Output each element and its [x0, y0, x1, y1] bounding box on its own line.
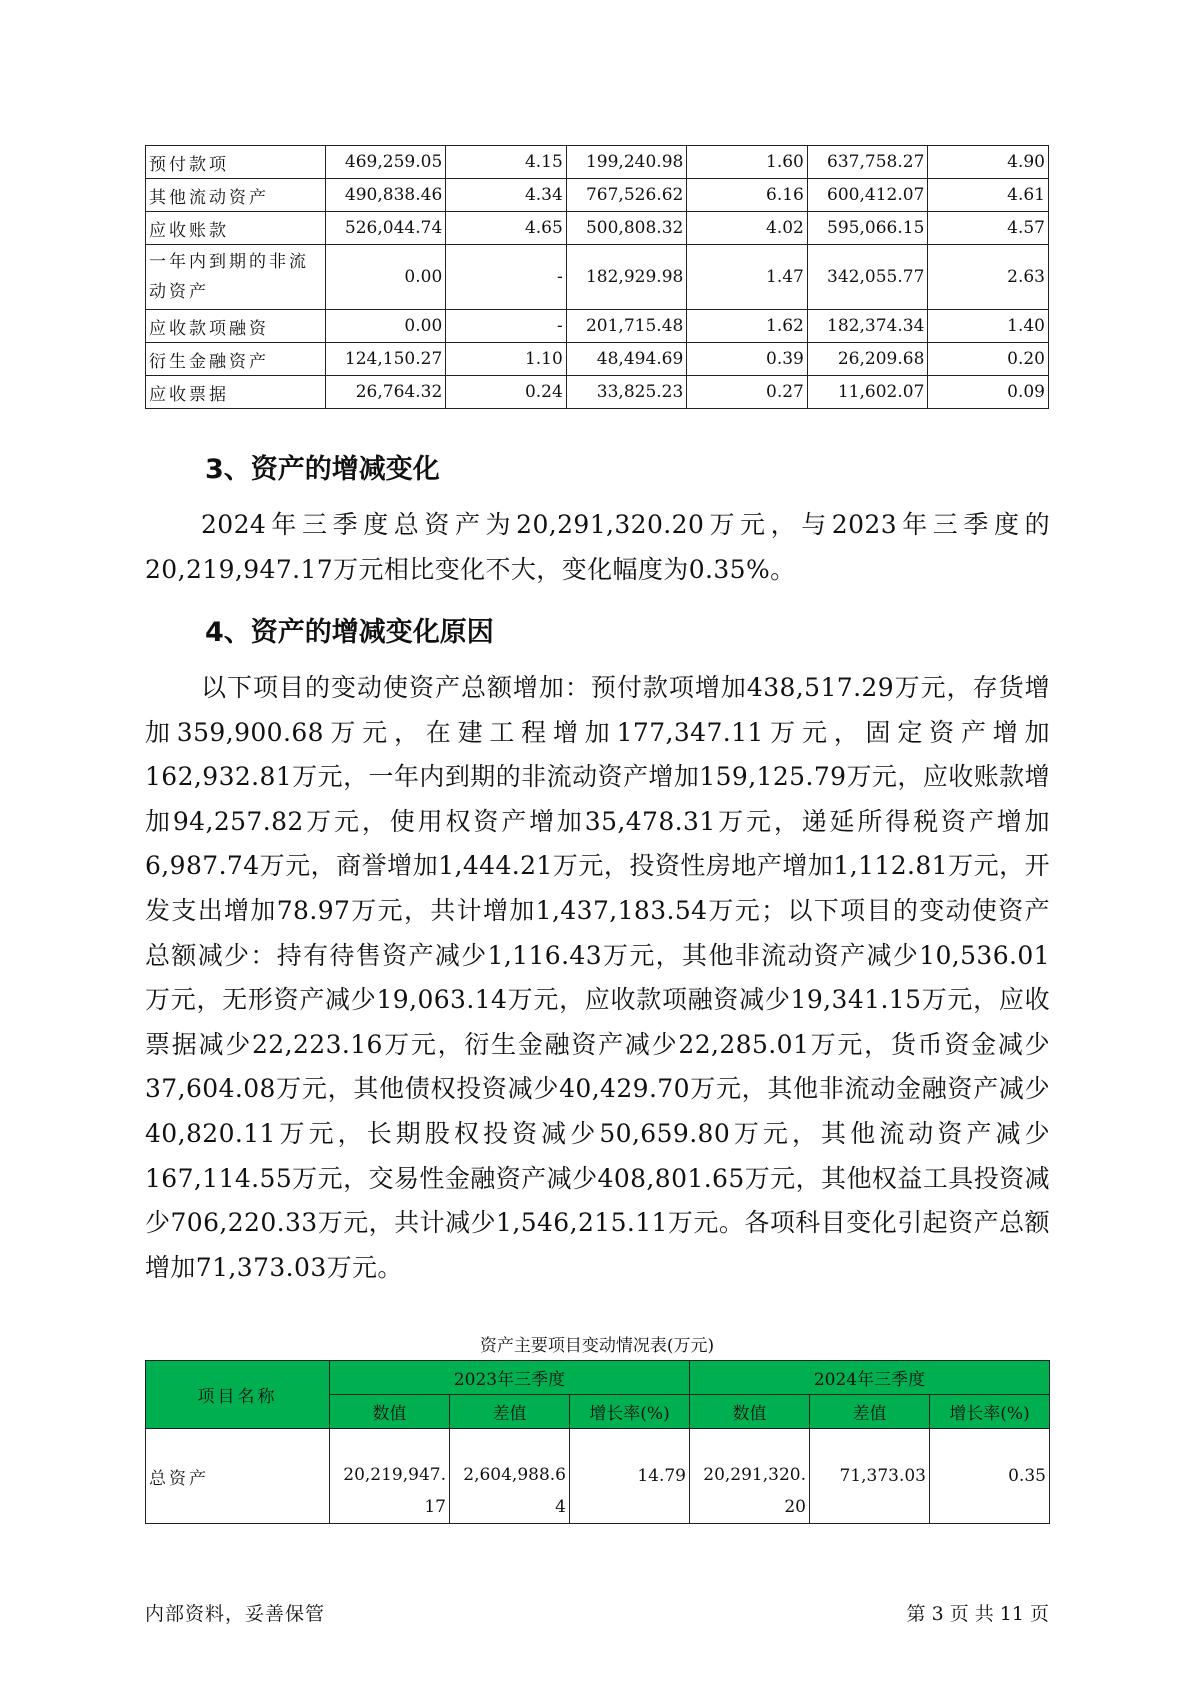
- section-heading: 4、资产的增减变化原因: [205, 617, 494, 648]
- percent-cell: -: [446, 245, 567, 310]
- row-name: 其他流动资产: [146, 179, 326, 212]
- table-row: [146, 146, 1049, 179]
- percent-cell: 0.39: [687, 343, 808, 376]
- value-cell: 48,494.69: [566, 343, 687, 376]
- percent-cell: 4.65: [446, 212, 567, 245]
- percent-cell: 4.90: [928, 146, 1049, 179]
- row-name: 应收账款: [146, 212, 326, 245]
- value-cell: 0.00: [325, 310, 446, 343]
- header-growth: 增长率(%): [930, 1395, 1050, 1429]
- percent-cell: 0.24: [446, 376, 567, 409]
- table-row: [146, 179, 1049, 212]
- header-growth: 增长率(%): [570, 1395, 690, 1429]
- table-caption: 资产主要项目变动情况表(万元): [479, 1336, 715, 1356]
- section-paragraph: 以下项目的变动使资产总额增加：预付款项增加438,517.29万元，存货增加359,900.68万元，在建工程增加177,347.11万元，固定资产增加162,932.81万元，一年内到期的非流动资产增加159,125.79万元，应收账款增加94,257.82万元，使用权资产增加35,478.31万元，递延所得税资产增加6,987.74万元，商誉增加1,444.21万元，投资性房地产增加1,112.81万元，开发支出增加78.97万元，共计增加1,437,183.54万元；以下项目的变动使资产总额减少：持有待售资产减少1,116.43万元，其他非流动资产减少10,536.01万元，无形资产减少19,063.14万元，应收款项融资减少19,341.15万元，应收票据减少22,223.16万元，衍生金融资产减少22,285.01万元，货币资金减少37,604.08万元，其他债权投资减少40,429.70万元，其他非流动金融资产减少40,820.11万元，长期股权投资减少50,659.80万元，其他流动资产减少167,114.55万元，交易性金融资产减少408,801.65万元，其他权益工具投资减少706,220.33万元，共计减少1,546,215.11万元。各项科目变化引起资产总额增加71,373.03万元。: [145, 673, 1050, 1282]
- value-cell: 600,412.07: [807, 179, 928, 212]
- percent-cell: -: [446, 310, 567, 343]
- header-diff: 差值: [810, 1395, 930, 1429]
- value-cell: 201,715.48: [566, 310, 687, 343]
- value-cell: 500,808.32: [566, 212, 687, 245]
- table-row: [146, 212, 1049, 245]
- percent-cell: 4.02: [687, 212, 808, 245]
- growth-cell: 0.35: [930, 1429, 1050, 1524]
- value-cell: 182,929.98: [566, 245, 687, 310]
- value-cell: 20,291,320.20: [690, 1429, 810, 1524]
- value-cell: 199,240.98: [566, 146, 687, 179]
- table-row: [146, 376, 1049, 409]
- table-header-row: [146, 1361, 1050, 1395]
- value-cell: 182,374.34: [807, 310, 928, 343]
- header-item-name: 项目名称: [146, 1361, 330, 1429]
- header-period-2024: 2024年三季度: [690, 1361, 1050, 1395]
- percent-cell: 1.10: [446, 343, 567, 376]
- value-cell: 26,209.68: [807, 343, 928, 376]
- percent-cell: 1.60: [687, 146, 808, 179]
- row-name: 一年内到期的非流动资产: [146, 245, 326, 310]
- value-cell: 33,825.23: [566, 376, 687, 409]
- asset-structure-table: [145, 145, 1049, 409]
- percent-cell: 2.63: [928, 245, 1049, 310]
- footer-page-number: 第 3 页 共 11 页: [906, 1603, 1049, 1625]
- asset-change-table: [145, 1360, 1050, 1524]
- table-row: [146, 1429, 1050, 1524]
- value-cell: 637,758.27: [807, 146, 928, 179]
- value-cell: 11,602.07: [807, 376, 928, 409]
- section-paragraph: 2024年三季度总资产为20,291,320.20万元，与2023年三季度的20,219,947.17万元相比变化不大，变化幅度为0.35%。: [145, 510, 1050, 584]
- value-cell: 0.00: [325, 245, 446, 310]
- footer-confidential-note: 内部资料，妥善保管: [145, 1603, 326, 1625]
- header-value: 数值: [690, 1395, 810, 1429]
- section-heading: 3、资产的增减变化: [205, 454, 440, 485]
- percent-cell: 4.57: [928, 212, 1049, 245]
- percent-cell: 1.62: [687, 310, 808, 343]
- percent-cell: 4.15: [446, 146, 567, 179]
- value-cell: 20,219,947.17: [330, 1429, 450, 1524]
- row-name: 预付款项: [146, 146, 326, 179]
- value-cell: 595,066.15: [807, 212, 928, 245]
- value-cell: 26,764.32: [325, 376, 446, 409]
- percent-cell: 0.09: [928, 376, 1049, 409]
- header-value: 数值: [330, 1395, 450, 1429]
- value-cell: 490,838.46: [325, 179, 446, 212]
- percent-cell: 0.27: [687, 376, 808, 409]
- percent-cell: 6.16: [687, 179, 808, 212]
- percent-cell: 4.61: [928, 179, 1049, 212]
- row-name: 衍生金融资产: [146, 343, 326, 376]
- value-cell: 469,259.05: [325, 146, 446, 179]
- percent-cell: 0.20: [928, 343, 1049, 376]
- row-name: 总资产: [146, 1429, 330, 1524]
- table-row: [146, 245, 1049, 310]
- value-cell: 526,044.74: [325, 212, 446, 245]
- diff-cell: 71,373.03: [810, 1429, 930, 1524]
- percent-cell: 1.47: [687, 245, 808, 310]
- row-name: 应收票据: [146, 376, 326, 409]
- header-diff: 差值: [450, 1395, 570, 1429]
- value-cell: 342,055.77: [807, 245, 928, 310]
- percent-cell: 1.40: [928, 310, 1049, 343]
- value-cell: 124,150.27: [325, 343, 446, 376]
- percent-cell: 4.34: [446, 179, 567, 212]
- growth-cell: 14.79: [570, 1429, 690, 1524]
- table-row: [146, 343, 1049, 376]
- diff-cell: 2,604,988.64: [450, 1429, 570, 1524]
- value-cell: 767,526.62: [566, 179, 687, 212]
- row-name: 应收款项融资: [146, 310, 326, 343]
- table-row: [146, 310, 1049, 343]
- header-period-2023: 2023年三季度: [330, 1361, 690, 1395]
